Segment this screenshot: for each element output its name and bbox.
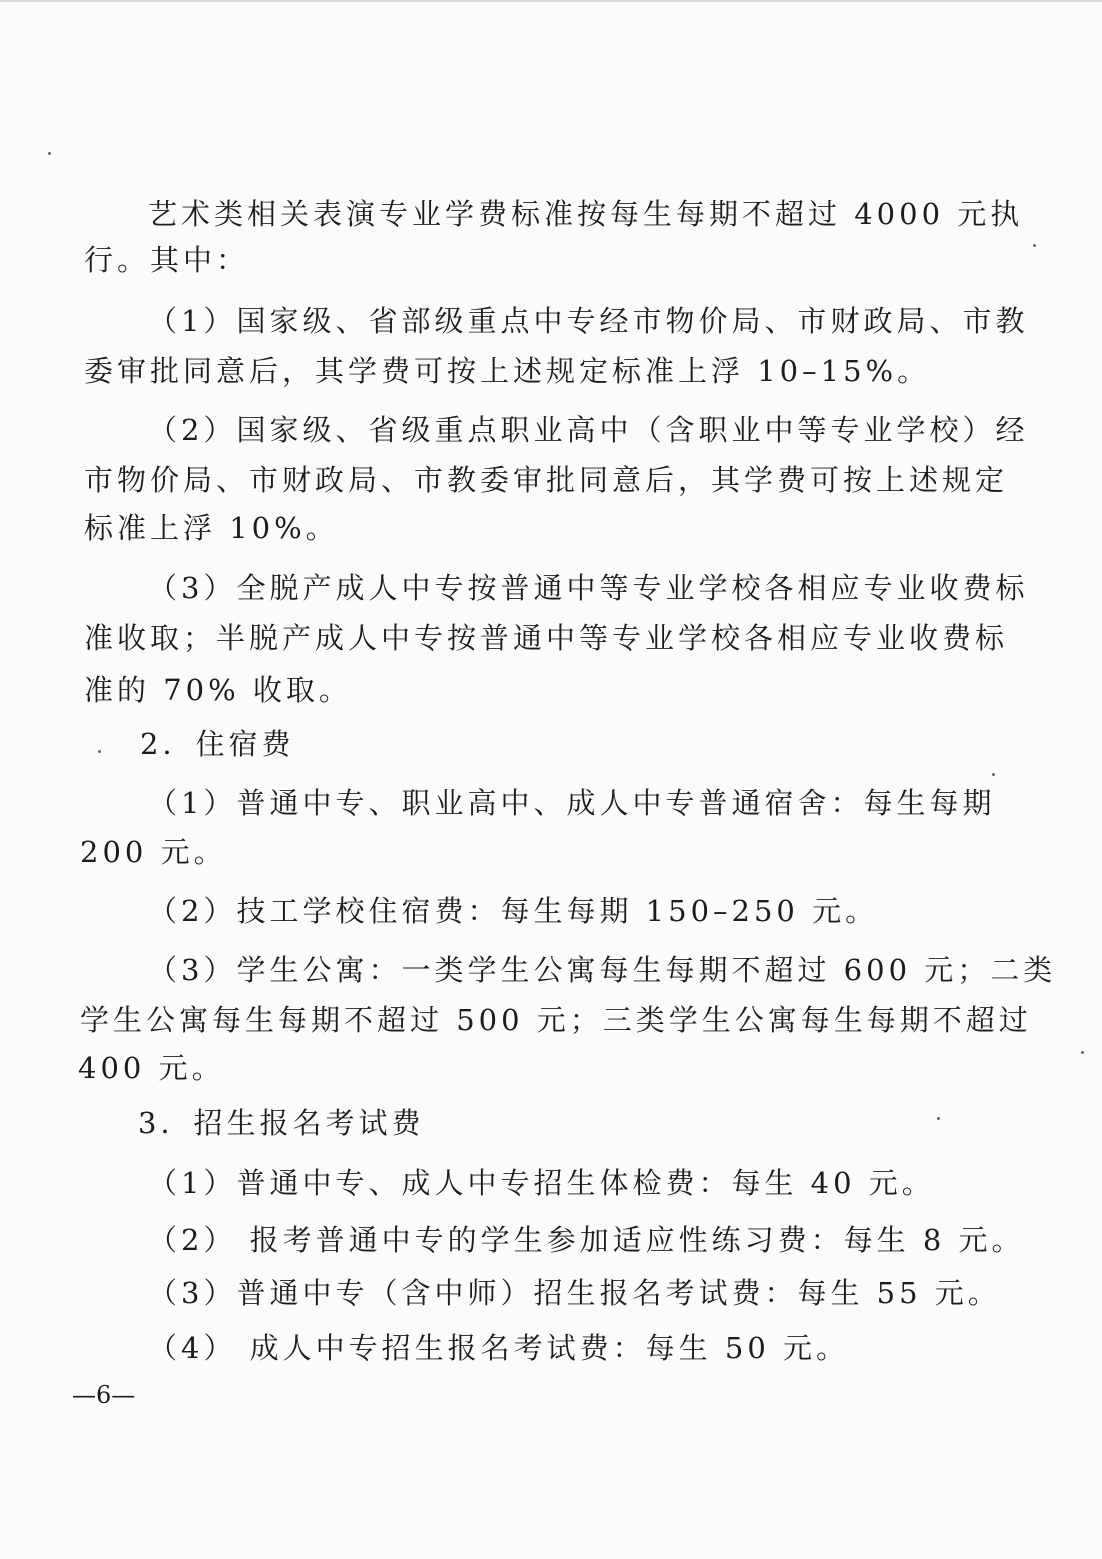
text-line: （3）学生公寓：一类学生公寓每生每期不超过 600 元；二类 <box>148 953 1057 987</box>
text-line: （1）国家级、省部级重点中专经市物价局、市财政局、市教 <box>148 304 1029 338</box>
text-line: （1）普通中专、成人中专招生体检费：每生 40 元。 <box>148 1166 935 1200</box>
text-line: 学生公寓每生每期不超过 500 元；三类学生公寓每生每期不超过 <box>80 1003 1032 1037</box>
section-heading: 3．招生报名考试费 <box>138 1106 425 1140</box>
scan-edge <box>0 0 1102 2</box>
scan-speck <box>48 152 51 155</box>
text-line: 市物价局、市财政局、市教委审批同意后，其学费可按上述规定 <box>84 463 1009 497</box>
scan-speck <box>937 1117 940 1120</box>
text-line: （1）普通中专、职业高中、成人中专普通宿舍：每生每期 <box>148 786 996 820</box>
text-line: 400 元。 <box>78 1051 225 1085</box>
scan-speck <box>1081 1051 1084 1054</box>
text-line: （3）全脱产成人中专按普通中等专业学校各相应专业收费标 <box>148 571 1029 605</box>
text-line: （2）技工学校住宿费：每生每期 150–250 元。 <box>148 894 879 928</box>
scan-speck <box>98 750 101 753</box>
text-line: 标准上浮 10%。 <box>84 511 339 545</box>
text-line: 委审批同意后，其学费可按上述规定标准上浮 10–15%。 <box>84 354 931 388</box>
scan-speck <box>992 773 995 776</box>
text-line: 行。其中： <box>84 243 250 277</box>
text-line: 准的 70% 收取。 <box>84 673 352 707</box>
text-line: （4） 成人中专招生报名考试费：每生 50 元。 <box>148 1331 850 1365</box>
text-line: （2）国家级、省级重点职业高中（含职业中等专业学校）经 <box>148 413 1029 447</box>
text-line: 准收取；半脱产成人中专按普通中等专业学校各相应专业收费标 <box>84 621 1009 655</box>
text-line: 艺术类相关表演专业学费标准按每生每期不超过 4000 元执 <box>148 197 1024 231</box>
scan-speck <box>1033 244 1036 247</box>
section-heading: 2．住宿费 <box>140 727 295 761</box>
text-line: （3）普通中专（含中师）招生报名考试费：每生 55 元。 <box>148 1276 1001 1310</box>
page-number: —6— <box>72 1381 136 1409</box>
text-line: 200 元。 <box>80 835 227 869</box>
text-line: （2） 报考普通中专的学生参加适应性练习费：每生 8 元。 <box>148 1223 1025 1257</box>
